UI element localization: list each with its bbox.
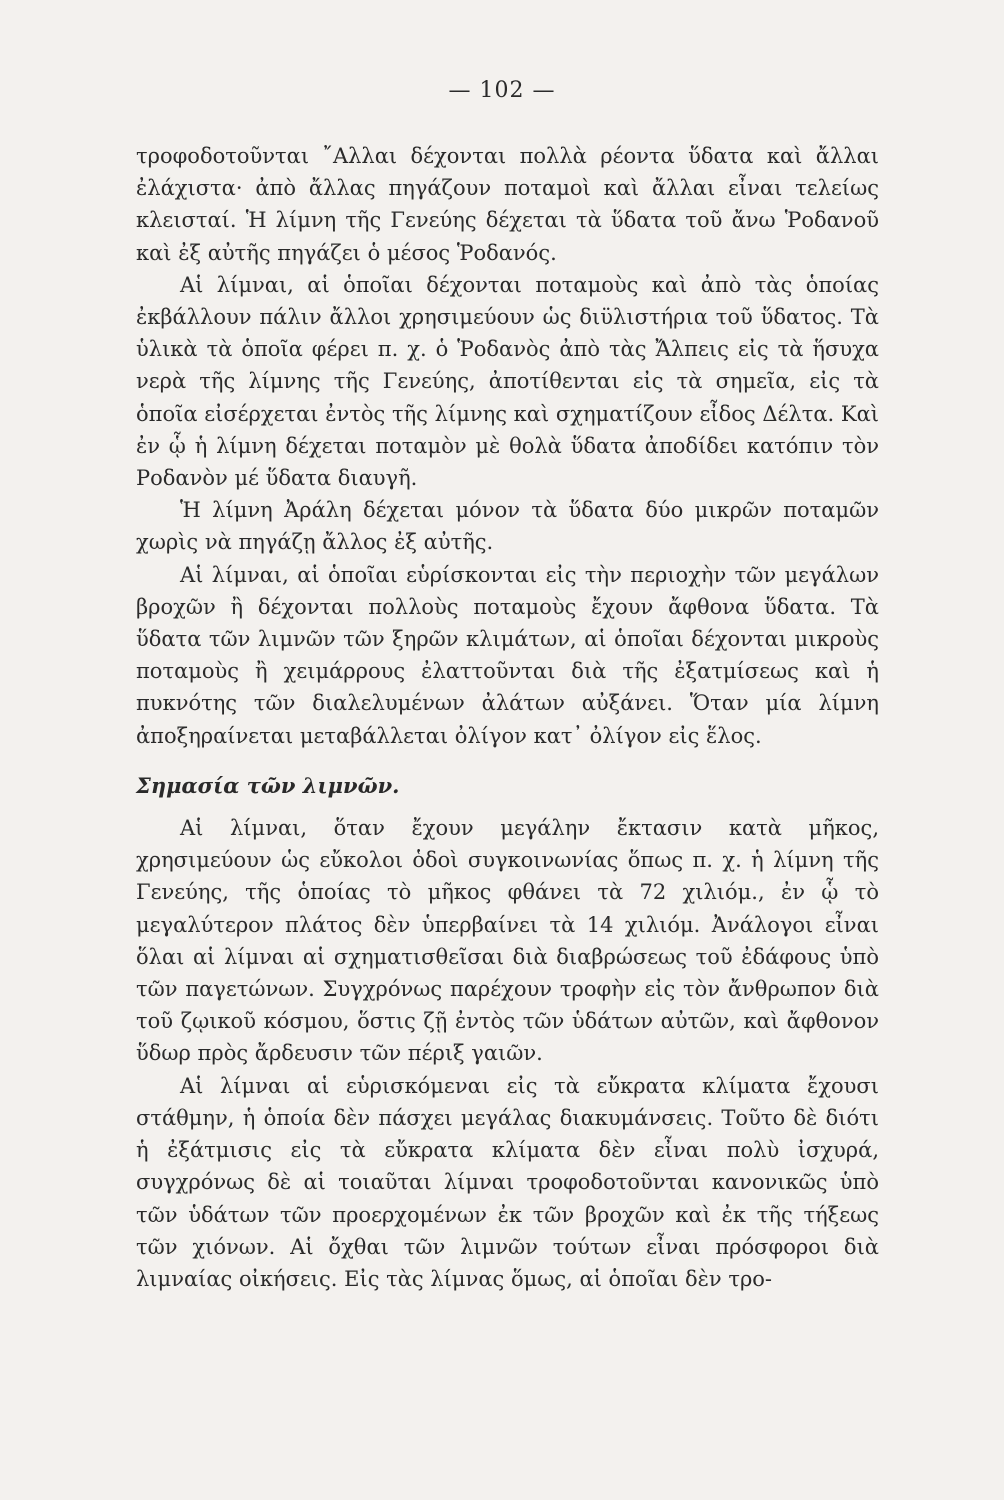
paragraph: Αἱ λίμναι, ὅταν ἔχουν μεγάλην ἔκτασιν κατὰ μῆκος, χρησιμεύουν ὡς εὔκολοι ὁδοὶ συγκοινωνίας ὅπως π. χ. ἡ λίμνη τῆς Γενεύης, τῆς ὁποίας τὸ μῆκος φθάνει τὰ 72 χιλιόμ., ἐν ᾧ τὸ μεγαλύτερον πλάτος δὲν ὑπερβαίνει τὰ 14 χιλιόμ. Ἀνάλογοι εἶναι ὅλαι αἱ λίμναι αἱ σχηματισθεῖσαι διὰ διαβρώσεως τοῦ ἐδάφους ὑπὸ τῶν παγετώνων. Συγχρόνως παρέχουν τροφὴν εἰς τὸν ἄνθρωπον διὰ τοῦ ζῳικοῦ κόσμου, ὅστις ζῇ ἐντὸς τῶν ὑδάτων αὐτῶν, καὶ ἄφθονον ὕδωρ πρὸς ἄρδευσιν τῶν πέριξ γαιῶν. (136, 816, 879, 1066)
paragraph: Αἱ λίμναι, αἱ ὁποῖαι δέχονται ποταμοὺς καὶ ἀπὸ τὰς ὁποίας ἐκβάλλουν πάλιν ἄλλοι χρησιμεύουν ὡς διϋλιστήρια τοῦ ὕδατος. Τὰ ὑλικὰ τὰ ὁποῖα φέρει π. χ. ὁ Ῥοδανὸς ἀπὸ τὰς Ἄλπεις εἰς τὰ ἥσυχα νερὰ τῆς λίμνης τῆς Γενεύης, ἀποτίθενται εἰς τὰ σημεῖα, εἰς τὰ ὁποῖα εἰσέρχεται ἐντὸς τῆς λίμνης καὶ σχηματίζουν εἶδος Δέλτα. Καὶ ἐν ᾧ ἡ λίμνη δέχεται ποταμὸν μὲ θολὰ ὕδατα ἀποδίδει κατόπιν τὸν Ροδανὸν μέ ὕδατα διαυγῆ. (136, 272, 879, 491)
page-number: — 102 — (448, 78, 556, 103)
paragraph-continuation: τροφοδοτοῦνται ῎Αλλαι δέχονται πολλὰ ρέοντα ὕδατα καὶ ἄλλαι ἐλάχιστα· ἀπὸ ἄλλας πηγάζουν ποταμοὶ καὶ ἄλλαι εἶναι τελείως κλεισταί. Ἡ λίμνη τῆς Γενεύης δέχεται τὰ ὕδατα τοῦ ἄνω Ῥοδανοῦ καὶ ἐξ αὐτῆς πηγάζει ὁ μέσος Ῥοδανός. (136, 144, 879, 265)
paragraph: Αἱ λίμναι, αἱ ὁποῖαι εὑρίσκονται εἰς τὴν περιοχὴν τῶν μεγάλων βροχῶν ἢ δέχονται πολλοὺς ποταμοὺς ἔχουν ἄφθονα ὕδατα. Τὰ ὕδατα τῶν λιμνῶν τῶν ξηρῶν κλιμάτων, αἱ ὁποῖαι δέχονται μικροὺς ποταμοὺς ἢ χειμάρρους ἐλαττοῦνται διὰ τῆς ἐξατμίσεως καὶ ἡ πυκνότης τῶν διαλελυμένων ἀλάτων αὐξάνει. Ὅταν μία λίμνη ἀποξηραίνεται μεταβάλλεται ὀλίγον κατ᾿ ὀλίγον εἰς ἕλος. (136, 562, 879, 748)
section-heading: Σημασία τῶν λιμνῶν. (136, 772, 400, 798)
body-text (136, 140, 879, 1295)
paragraph: Ἡ λίμνη Ἀράλη δέχεται μόνον τὰ ὕδατα δύο μικρῶν ποταμῶν χωρὶς νὰ πηγάζῃ ἄλλος ἐξ αὐτῆς. (136, 498, 879, 555)
paragraph: Αἱ λίμναι αἱ εὑρισκόμεναι εἰς τὰ εὔκρατα κλίματα ἔχουσι στάθμην, ἡ ὁποία δὲν πάσχει μεγάλας διακυμάνσεις. Τοῦτο δὲ διότι ἡ ἐξάτμισις εἰς τὰ εὔκρατα κλίματα δὲν εἶναι πολὺ ἰσχυρά, συγχρόνως δὲ αἱ τοιαῦται λίμναι τροφοδοτοῦνται κανονικῶς ὑπὸ τῶν ὑδάτων τῶν προερχομένων ἐκ τῶν βροχῶν καὶ ἐκ τῆς τήξεως τῶν χιόνων. Αἱ ὄχθαι τῶν λιμνῶν τούτων εἶναι πρόσφοροι διὰ λιμναίας οἰκήσεις. Εἰς τὰς λίμνας ὅμως, αἱ ὁποῖαι δὲν τρο- (136, 1073, 879, 1291)
